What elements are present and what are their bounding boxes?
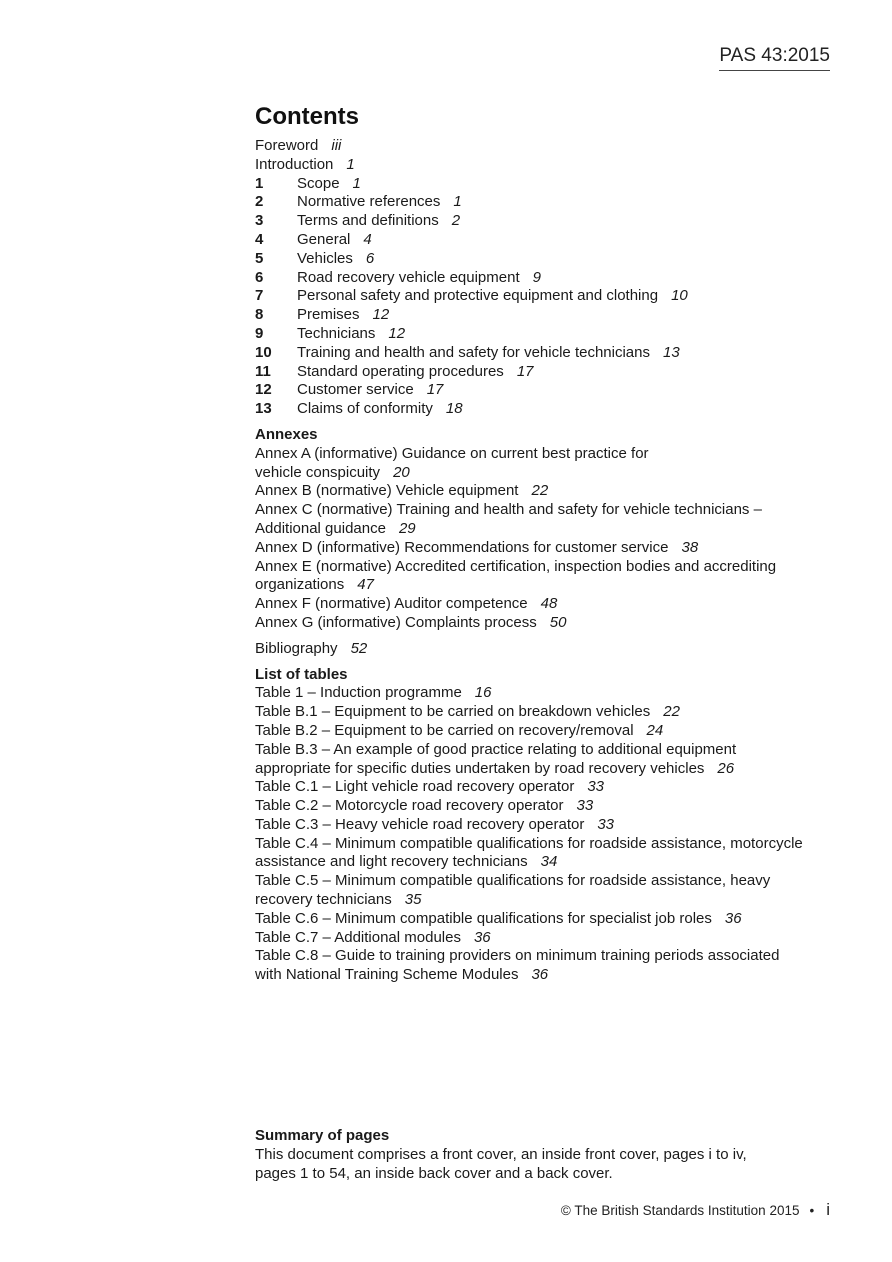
toc-table-entry[interactable] [255, 797, 855, 816]
entry-page: 36 [531, 966, 549, 984]
entry-page: 4 [363, 230, 372, 248]
entry-page: 20 [393, 463, 410, 481]
entry-page: 2 [451, 212, 461, 230]
toc-clause-entry[interactable] [255, 287, 855, 306]
entry-label: Technicians [297, 324, 376, 342]
toc-annex-entry[interactable] [255, 501, 855, 520]
entry-label: vehicle conspicuity [255, 463, 381, 481]
entry-label: Claims of conformity [297, 400, 433, 418]
entry-page: 24 [646, 721, 664, 739]
toc-annex-entry[interactable] [255, 614, 855, 633]
toc-clause-entry[interactable] [255, 325, 855, 344]
entry-label: Road recovery vehicle equipment [297, 268, 520, 286]
entry-page: 6 [365, 249, 375, 267]
toc-clause-entry[interactable] [255, 269, 855, 288]
toc-clause-entry[interactable] [255, 306, 855, 325]
summary-text: pages 1 to 54, an inside back cover and a back cover. [255, 1164, 613, 1182]
entry-label: Table C.7 – Additional modules [255, 928, 461, 946]
entry-label: Vehicles [297, 249, 353, 267]
clause-list [255, 175, 855, 419]
entry-label: Annex E (normative) Accredited certification, inspection bodies and accrediting [255, 557, 777, 575]
entry-label: assistance and light recovery technicians [255, 853, 528, 871]
toc-clause-entry[interactable] [255, 381, 855, 400]
entry-label: Annex G (informative) Complaints process [255, 613, 537, 631]
page-footer [561, 1200, 830, 1221]
entry-label: Bibliography [255, 639, 338, 657]
entry-page: 22 [531, 482, 549, 500]
entry-page: 12 [372, 306, 390, 324]
toc-annex-entry[interactable] [255, 558, 855, 577]
toc-clause-entry[interactable] [255, 212, 855, 231]
entry-page: 33 [587, 778, 605, 796]
clause-number: 2 [255, 193, 264, 211]
entry-label: Customer service [297, 381, 414, 399]
document-id: PAS 43:2015 [719, 44, 830, 71]
entry-label: recovery technicians [255, 891, 392, 909]
entry-label: Standard operating procedures [297, 362, 504, 380]
entry-page: 50 [549, 613, 567, 631]
entry-label: with National Training Scheme Modules [255, 966, 519, 984]
summary-text: This document comprises a front cover, an inside front cover, pages i to iv, [255, 1145, 747, 1163]
entry-page: 17 [516, 362, 534, 380]
table-list [255, 666, 855, 986]
summary-of-pages [255, 1127, 815, 1183]
entry-page: 9 [532, 268, 541, 286]
toc-table-entry-continued[interactable] [255, 966, 855, 985]
clause-number: 6 [255, 268, 264, 286]
entry-page: 47 [357, 576, 374, 594]
entry-page: 35 [404, 891, 422, 909]
entry-label: Normative references [297, 193, 441, 211]
entry-label: Table C.2 – Motorcycle road recovery operator [255, 797, 564, 815]
entry-label: Terms and definitions [297, 212, 439, 230]
entry-page: 34 [540, 853, 558, 871]
clause-number: 5 [255, 249, 264, 267]
toc-table-entry[interactable] [255, 929, 855, 948]
toc-clause-entry[interactable] [255, 344, 855, 363]
toc-table-entry[interactable] [255, 684, 855, 703]
entry-page: 48 [540, 595, 558, 613]
front-matter-list [255, 137, 855, 175]
clause-number: 10 [255, 343, 272, 361]
entry-page: 13 [663, 343, 680, 361]
page-number: i [826, 1200, 830, 1219]
toc-table-entry[interactable] [255, 816, 855, 835]
entry-label: Introduction [255, 155, 334, 173]
annexes-heading: Annexes [255, 425, 318, 443]
clause-number: 3 [255, 212, 264, 230]
entry-page: 1 [346, 155, 355, 173]
toc-annex-entry-continued[interactable] [255, 520, 855, 539]
toc-table-entry[interactable] [255, 703, 855, 722]
entry-page: 33 [597, 815, 615, 833]
entry-page: iii [331, 137, 342, 154]
entry-label: Table C.4 – Minimum compatible qualifications for roadside assistance, motorcycle [255, 834, 803, 852]
entry-page: 38 [681, 538, 699, 556]
entry-label: Annex C (normative) Training and health and safety for vehicle technicians – [255, 501, 762, 519]
entry-label: Personal safety and protective equipment and clothing [297, 287, 659, 305]
entry-page: 1 [453, 193, 462, 211]
toc-table-entry-continued[interactable] [255, 891, 855, 910]
clause-number: 4 [255, 230, 264, 248]
toc-annex-entry-continued[interactable] [255, 464, 855, 483]
toc-table-entry-continued[interactable] [255, 853, 855, 872]
entry-label: Additional guidance [255, 519, 386, 537]
entry-page: 18 [445, 400, 463, 418]
entry-label: Annex B (normative) Vehicle equipment [255, 482, 519, 500]
entry-label: General [297, 230, 351, 248]
entry-label: Annex A (informative) Guidance on current best practice for [255, 444, 649, 462]
toc-clause-entry[interactable] [255, 231, 855, 250]
entry-label: Table C.5 – Minimum compatible qualifications for roadside assistance, heavy [255, 872, 771, 890]
clause-number: 9 [255, 324, 264, 342]
toc-annex-entry-continued[interactable] [255, 576, 855, 595]
entry-page: 26 [717, 759, 735, 777]
entry-page: 36 [473, 928, 491, 946]
entry-label: Table B.3 – An example of good practice relating to additional equipment [255, 740, 737, 758]
toc-entry-introduction[interactable] [255, 156, 855, 175]
toc-table-entry-continued[interactable] [255, 760, 855, 779]
toc-table-entry[interactable] [255, 722, 855, 741]
entry-label: Annex F (normative) Auditor competence [255, 595, 528, 613]
toc-clause-entry[interactable] [255, 175, 855, 194]
entry-label: Annex D (informative) Recommendations for customer service [255, 538, 669, 556]
toc-clause-entry[interactable] [255, 250, 855, 269]
toc-table-entry[interactable] [255, 910, 855, 929]
entry-label: Foreword [255, 137, 319, 154]
table-of-contents [255, 102, 855, 985]
entry-label: Scope [297, 174, 340, 192]
entry-page: 22 [663, 703, 680, 721]
toc-annex-entry[interactable] [255, 595, 855, 614]
toc-annex-entry[interactable] [255, 539, 855, 558]
entry-label: Table C.6 – Minimum compatible qualifications for specialist job roles [255, 909, 712, 927]
entry-page: 17 [426, 381, 444, 399]
contents-title: Contents [255, 103, 359, 130]
bullet-separator: • [809, 1203, 815, 1218]
toc-table-entry[interactable] [255, 947, 855, 966]
clause-number: 7 [255, 287, 264, 305]
entry-page: 16 [474, 684, 492, 702]
toc-annex-entry[interactable] [255, 445, 855, 464]
entry-label: Table B.1 – Equipment to be carried on breakdown vehicles [255, 703, 651, 721]
entry-label: appropriate for specific duties undertaken by road recovery vehicles [255, 759, 705, 777]
clause-number: 12 [255, 381, 272, 399]
entry-label: Table B.2 – Equipment to be carried on recovery/removal [255, 721, 634, 739]
toc-table-entry[interactable] [255, 778, 855, 797]
entry-page: 10 [671, 287, 688, 305]
entry-label: Table C.8 – Guide to training providers on minimum training periods associated [255, 947, 780, 965]
copyright-notice: © The British Standards Institution 2015 [560, 1203, 800, 1218]
toc-annex-entry[interactable] [255, 482, 855, 501]
entry-label: Table C.3 – Heavy vehicle road recovery operator [255, 815, 585, 833]
entry-page: 1 [352, 174, 361, 192]
toc-clause-entry[interactable] [255, 363, 855, 382]
entry-page: 36 [724, 909, 742, 927]
entry-label: Table C.1 – Light vehicle road recovery operator [255, 778, 575, 796]
annex-list [255, 426, 855, 633]
clause-number: 13 [255, 400, 272, 418]
clause-number: 8 [255, 306, 264, 324]
entry-page: 12 [388, 324, 406, 342]
entry-page: 29 [398, 519, 416, 537]
clause-number: 11 [255, 362, 271, 380]
entry-label: Table 1 – Induction programme [255, 684, 462, 702]
entry-page: 52 [350, 639, 368, 657]
tables-heading: List of tables [255, 665, 348, 683]
entry-page: 33 [576, 797, 594, 815]
entry-label: Training and health and safety for vehicle technicians [297, 343, 650, 361]
toc-entry-foreword[interactable] [255, 137, 855, 156]
summary-heading: Summary of pages [255, 1127, 390, 1144]
toc-entry-bibliography[interactable] [255, 640, 855, 659]
toc-table-entry[interactable] [255, 872, 855, 891]
entry-label: organizations [255, 576, 345, 594]
toc-clause-entry[interactable] [255, 400, 855, 419]
toc-table-entry[interactable] [255, 835, 855, 854]
toc-table-entry[interactable] [255, 741, 855, 760]
toc-clause-entry[interactable] [255, 193, 855, 212]
entry-label: Premises [297, 306, 360, 324]
clause-number: 1 [255, 174, 264, 192]
